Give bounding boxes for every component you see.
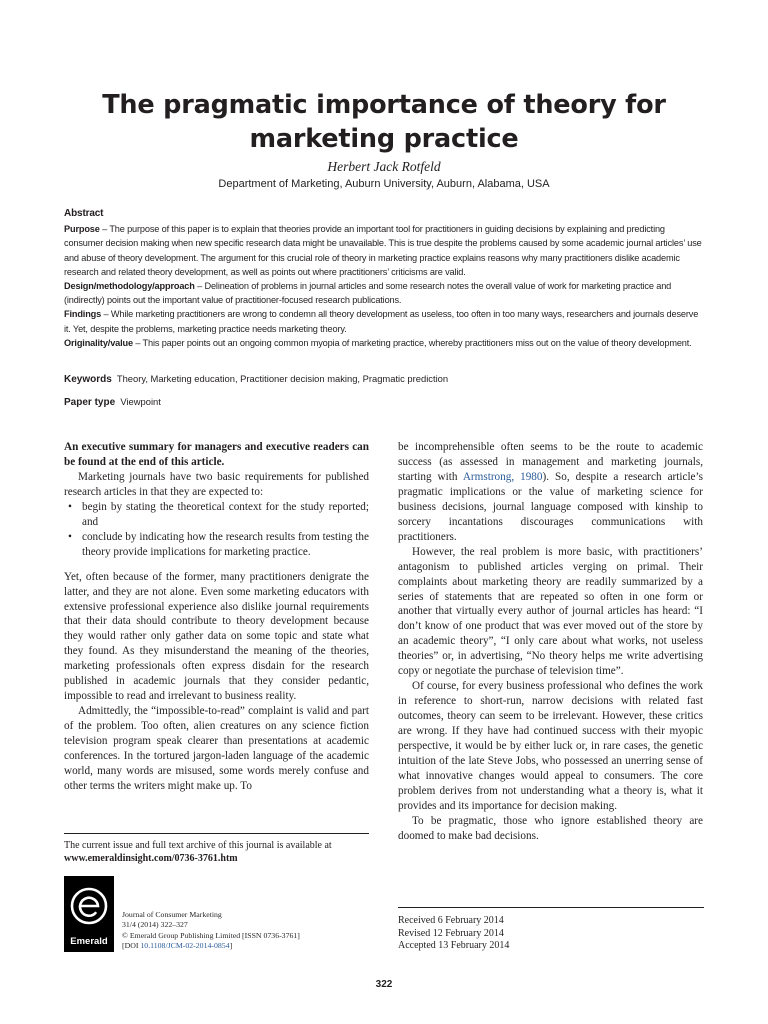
- abstract-design: [64, 279, 706, 307]
- author-affiliation: Department of Marketing, Auburn University, Auburn, Alabama, USA: [218, 178, 550, 190]
- abstract-section-label: Findings: [64, 309, 102, 320]
- emerald-logo: [64, 876, 114, 952]
- author-name: Herbert Jack Rotfeld: [327, 159, 441, 174]
- received-date: Received 6 February 2014: [398, 915, 504, 926]
- body-paragraph: Marketing journals have two basic requirements for published research articles in that they are expected to:: [64, 470, 369, 498]
- requirements-list: [64, 500, 369, 560]
- paragraph-text: be incomprehensible often seems to be the route to academic success (as assessed in management and marketing journals, starting with: [398, 441, 703, 483]
- abstract-section-text: – Delineation of problems in journal articles and some research notes the overall value of work for marketing practice and (indirectly) points out the important value of practitioner-focused research publications.: [64, 281, 672, 306]
- abstract-section-text: – The purpose of this paper is to explain that theories provide an important tool for practitioners in guiding decisions by explaining and predicting consumer decision making when new specific research data might be unavailable. This is true despite the problems caused by some academic journal articles’ use and abuse of theory development. The argument for this crucial role of theory in marketing practice explains reasons why many practitioners dislike academic research and related theory development, as well as points out where practitioners’ criticisms are valid.: [64, 224, 702, 277]
- keywords: [64, 373, 706, 385]
- abstract: [64, 207, 706, 350]
- abstract-section-text: – This paper points out an ongoing common myopia of marketing practice, whereby practitioners miss out on the value of theory development.: [132, 337, 692, 348]
- abstract-section-label: Originality/value: [64, 337, 133, 348]
- abstract-originality: [64, 336, 706, 350]
- journal-url-link[interactable]: www.emeraldinsight.com/0736-3761.htm: [64, 853, 238, 864]
- page-number: 322: [375, 979, 393, 990]
- abstract-section-text: – While marketing practitioners are wrong to condemn all theory development as useless, too often in too many ways, researchers and journals deserve it. Yet, despite the problems, marketing practice needs marketing theory.: [64, 309, 699, 334]
- abstract-section-label: Purpose: [64, 224, 100, 235]
- footnote-text: The current issue and full text archive of this journal is available at: [64, 840, 332, 851]
- title-line: The pragmatic importance of theory for: [102, 90, 666, 120]
- keywords-label: Keywords: [64, 374, 112, 385]
- paper-type-text: Viewpoint: [120, 396, 161, 407]
- body-paragraph: Admittedly, the “impossible-to-read” complaint is valid and part of the problem. Too often, alien creatures on any science fiction television program speak clearer than presentations at academic conferences. In the tortured jargon-laden language of the academic world, many words are misused, some words merely confuse and other terms the writers might make up. To: [64, 705, 369, 792]
- title-line: marketing practice: [249, 124, 519, 154]
- accepted-date: Accepted 13 February 2014: [398, 940, 510, 951]
- journal-volume: 31/4 (2014) 322–327: [122, 920, 188, 930]
- executive-summary-note: An executive summary for managers and executive readers can be found at the end of this article.: [64, 441, 369, 468]
- body-paragraph: However, the real problem is more basic, with practitioners’ antagonism to published articles verging on primal. Their complaints about marketing theory are readily summarized by a series of statements that are repeated so often in one form or another that virtually every author of journal articles has heard: “I don’t know of one product that was ever moved out of the store by an academic theory”, “I only care about what works, not useless theories” or, in advertising, “No theory helps me write advertising copy or negotiate the purchase of television time”.: [398, 545, 703, 678]
- archive-footnote: [64, 833, 369, 865]
- doi-line: [122, 941, 372, 951]
- list-item: • begin by stating the theoretical context for the study reported; and: [64, 500, 369, 530]
- paper-type-label: Paper type: [64, 397, 116, 408]
- abstract-section-label: Design/methodology/approach: [64, 281, 195, 292]
- doi-prefix: [DOI: [122, 940, 141, 950]
- citation-link[interactable]: Armstrong, 1980: [462, 470, 543, 483]
- body-paragraph: Yet, often because of the former, many practitioners denigrate the latter, and they are not alone. Even some marketing educators with extensive professional experience also dislike journal requirements that their data should contribute to theory development because they would rather only gather data on some topic and state what they found. As they misunderstand the meaning of the theories, marketing professionals often express disdain for the research published in academic journals that they consider pedantic, impossible to read and irrelevant to business reality.: [64, 570, 369, 703]
- abstract-heading: Abstract: [64, 208, 104, 219]
- paper-type: [64, 396, 706, 408]
- publication-info: [122, 910, 372, 951]
- list-item: • conclude by indicating how the research results from testing the theory provide implications for marketing practice.: [64, 530, 369, 560]
- body-paragraph: To be pragmatic, those who ignore established theory are doomed to make bad decisions.: [398, 814, 703, 842]
- logo-text: Emerald: [70, 936, 108, 947]
- article-dates: [398, 907, 704, 953]
- doi-suffix: ]: [229, 940, 233, 950]
- body-paragraph: [398, 440, 703, 545]
- article-title: [64, 88, 704, 156]
- paragraph-text: ). So, despite a research article’s pragmatic implications or the value of marketing science for business decisions, journal language composed with kinship to sorcery incantations discourages communications with practitioners.: [398, 470, 703, 543]
- journal-name: Journal of Consumer Marketing: [122, 910, 222, 919]
- publisher-line: © Emerald Group Publishing Limited [ISSN 0736-3761]: [122, 930, 300, 940]
- abstract-findings: [64, 307, 706, 335]
- body-column-left: [64, 440, 369, 794]
- revised-date: Revised 12 February 2014: [398, 927, 504, 939]
- doi-link[interactable]: 10.1108/JCM-02-2014-0854: [140, 940, 230, 950]
- keywords-text: Theory, Marketing education, Practitioner decision making, Pragmatic prediction: [116, 373, 449, 384]
- abstract-purpose: [64, 222, 706, 279]
- body-column-right: [398, 440, 703, 844]
- body-paragraph: Of course, for every business professional who defines the work in reference to short-run, narrow decisions with related fast outcomes, theory can seem to be irrelevant. However, these critics are wrong. If they have had continued success with their myopic perspective, it would be by either luck or, in rare cases, the genetic intuition of the late Steve Jobs, who possessed an unerring sense of what innovative changes would appeal to consumers. The core problem derives from not understanding what a theory is, what it provides and its importance for decision making.: [398, 680, 703, 812]
